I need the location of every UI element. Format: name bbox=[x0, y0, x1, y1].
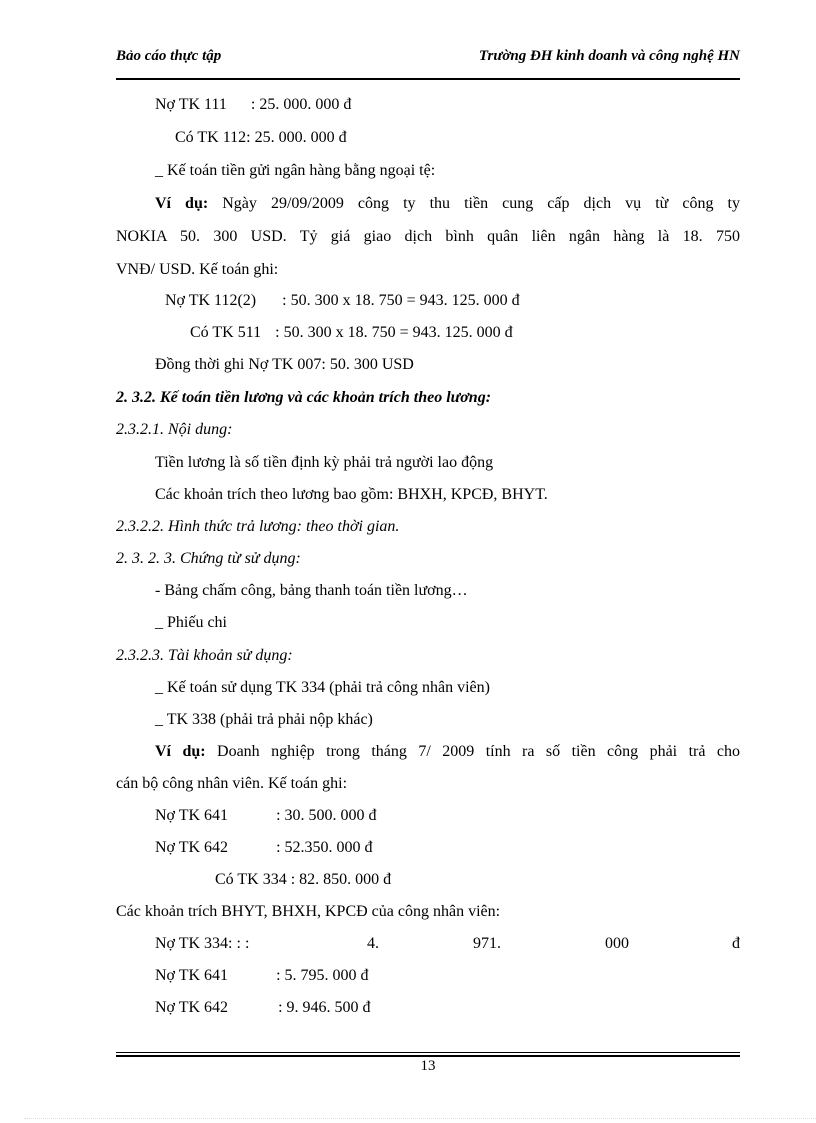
amount: : 50. 300 x 18. 750 = 943. 125. 000 đ bbox=[275, 324, 513, 341]
paragraph-line: NOKIA 50. 300 USD. Tỷ giá giao dịch bình quân liên ngân hàng là 18. 750 bbox=[116, 228, 740, 245]
page-edge-dots bbox=[24, 1118, 816, 1119]
footer-rule bbox=[116, 1055, 740, 1057]
header-left-title: Bảo cáo thực tập bbox=[116, 48, 222, 64]
footer-rule bbox=[116, 1052, 740, 1053]
subsection-heading: 2. 3. 2. 3. Chứng từ sử dụng: bbox=[116, 550, 301, 567]
example-label: Ví dụ: bbox=[155, 743, 206, 760]
list-item: _ TK 338 (phải trả phải nộp khác) bbox=[155, 711, 373, 728]
entry-no-tk641-b bbox=[155, 966, 369, 986]
entry-no-tk1122 bbox=[165, 291, 520, 311]
example-label: Ví dụ: bbox=[155, 195, 209, 212]
example-text: Ngày 29/09/2009 công ty thu tiền cung cấp dịch vụ từ công ty bbox=[208, 195, 741, 212]
account-label: Nợ TK 642 bbox=[155, 839, 229, 856]
list-item: _ Phiếu chi bbox=[155, 614, 227, 631]
entry-no-tk111 bbox=[155, 95, 351, 115]
account-label: Nợ TK 112(2) bbox=[165, 292, 257, 309]
paragraph-line: VNĐ/ USD. Kế toán ghi: bbox=[116, 261, 279, 278]
subsection-heading: 2.3.2.3. Tài khoản sử dụng: bbox=[116, 647, 293, 664]
list-item: - Bảng chấm công, bảng thanh toán tiền lương… bbox=[155, 582, 468, 599]
account-label: Có TK 511 bbox=[190, 324, 262, 341]
amount: : 25. 000. 000 đ bbox=[250, 96, 352, 113]
entry-co-tk511 bbox=[190, 323, 513, 343]
paragraph-line: Tiền lương là số tiền định kỳ phải trả người lao động bbox=[155, 454, 494, 471]
paragraph-line: Các khoản trích BHYT, BHXH, KPCĐ của công nhân viên: bbox=[116, 903, 501, 920]
amount-part: 4. bbox=[367, 935, 379, 952]
subsection-heading: 2.3.2.2. Hình thức trả lương: theo thời gian. bbox=[116, 518, 400, 535]
section-heading: 2. 3.2. Kế toán tiền lương và các khoản trích theo lương: bbox=[116, 389, 492, 406]
list-item: _ Kế toán sử dụng TK 334 (phải trả công nhân viên) bbox=[155, 679, 490, 696]
account-label: Nợ TK 641 bbox=[155, 967, 229, 984]
entry-no-tk642-b bbox=[155, 998, 371, 1018]
amount: : 9. 946. 500 đ bbox=[278, 999, 371, 1016]
entry-co-tk334: Có TK 334 : 82. 850. 000 đ bbox=[215, 871, 392, 888]
header-rule bbox=[116, 78, 740, 80]
amount: : 30. 500. 000 đ bbox=[276, 807, 377, 824]
amount-part: 000 bbox=[605, 935, 629, 952]
header-right-title: Trường ĐH kinh doanh và công nghệ HN bbox=[478, 48, 740, 64]
account-label: Nợ TK 111 bbox=[155, 96, 227, 113]
entry-no-tk642 bbox=[155, 838, 373, 858]
account-label: Nợ TK 641 bbox=[155, 807, 229, 824]
account-label: Nợ TK 334: : : bbox=[155, 935, 250, 952]
paragraph-line: Các khoản trích theo lương bao gồm: BHXH, KPCĐ, BHYT. bbox=[155, 486, 548, 503]
page-number: 13 bbox=[420, 1058, 436, 1074]
example-line-2 bbox=[155, 742, 740, 762]
entry-no-tk641 bbox=[155, 806, 377, 826]
amount-part: 971. bbox=[473, 935, 501, 952]
page-header bbox=[116, 48, 740, 72]
paragraph-line: _ Kế toán tiền gửi ngân hàng bằng ngoại tệ: bbox=[155, 162, 436, 179]
amount: : 50. 300 x 18. 750 = 943. 125. 000 đ bbox=[282, 292, 520, 309]
example-text: Doanh nghiệp trong tháng 7/ 2009 tính ra số tiền công phải trả cho bbox=[205, 743, 740, 760]
amount: : 52.350. 000 đ bbox=[276, 839, 373, 856]
currency: đ bbox=[732, 935, 740, 952]
paragraph-line: cán bộ công nhân viên. Kế toán ghi: bbox=[116, 775, 348, 792]
paragraph-line: Đồng thời ghi Nợ TK 007: 50. 300 USD bbox=[155, 356, 414, 373]
amount: : 5. 795. 000 đ bbox=[276, 967, 369, 984]
example-line-1 bbox=[155, 194, 740, 214]
subsection-heading: 2.3.2.1. Nội dung: bbox=[116, 421, 233, 438]
account-label: Nợ TK 642 bbox=[155, 999, 229, 1016]
entry-co-tk112: Có TK 112: 25. 000. 000 đ bbox=[175, 129, 347, 146]
